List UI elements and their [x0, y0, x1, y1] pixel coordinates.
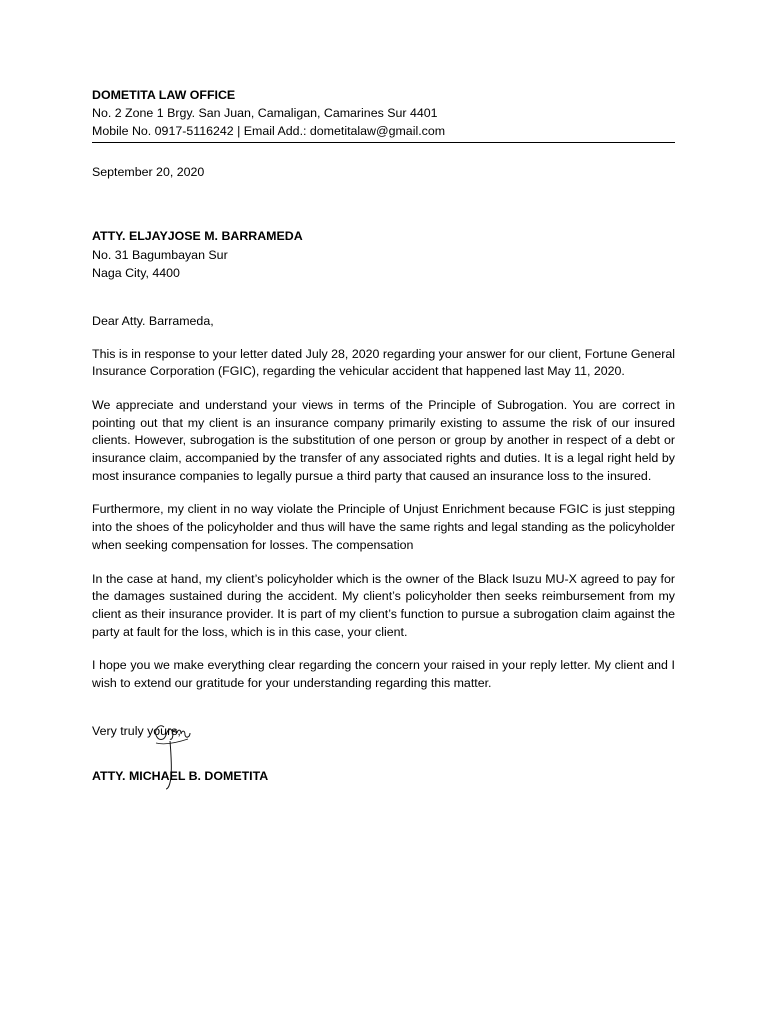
- salutation: Dear Atty. Barrameda,: [92, 313, 214, 328]
- letterhead-divider: [92, 142, 675, 143]
- recipient-address-line1: No. 31 Bagumbayan Sur: [92, 247, 228, 262]
- paragraph-2: We appreciate and understand your views in terms of the Principle of Subrogation. You are correct in pointing out that my client is an insurance company primarily existing to assume the risk of our insured clients. However, subrogation is the substitution of one person or group by another in respect of a debt or insurance claim, accompanied by the transfer of any associated rights and duties. It is a legal right held by most insurance companies to legally pursue a third party that caused an insurance loss to the insured.: [92, 397, 675, 483]
- letter-page: [92, 86, 675, 787]
- letter-date: September 20, 2020: [92, 165, 205, 179]
- firm-address: No. 2 Zone 1 Brgy. San Juan, Camaligan, Camarines Sur 4401: [92, 106, 438, 120]
- closing: Very truly yours,: [92, 723, 181, 738]
- paragraph-1: This is in response to your letter dated July 28, 2020 regarding your answer for our client, Fortune General Insurance Corporation (FGIC), regarding the vehicular accident that happened last May 11, 2020.: [92, 346, 675, 379]
- firm-name: DOMETITA LAW OFFICE: [92, 88, 236, 102]
- recipient-address-line2: Naga City, 4400: [92, 266, 180, 280]
- signature-block: [92, 767, 675, 787]
- firm-contact: Mobile No. 0917-5116242 | Email Add.: dometitalaw@gmail.com: [92, 124, 446, 138]
- paragraph-4: In the case at hand, my client’s policyholder which is the owner of the Black Isuzu MU-X agreed to pay for the damages sustained during the accident. My client’s policyholder then seeks reimbursement from my client as their insurance provider. It is part of my client’s function to pursue a subrogation claim against the party at fault for the loss, which is in this case, your client.: [92, 571, 675, 639]
- paragraph-3: Furthermore, my client in no way violate the Principle of Unjust Enrichment because FGIC is just stepping into the shoes of the policyholder and thus will have the same rights and legal standing as the policyholder when seeking compensation for losses. The compensation: [92, 502, 675, 552]
- letterhead: [92, 86, 675, 140]
- paragraph-5: I hope you we make everything clear regarding the concern your raised in your reply letter. My client and I wish to extend our gratitude for your understanding regarding this matter.: [92, 658, 675, 691]
- signer-name: ATTY. MICHAEL B. DOMETITA: [92, 768, 269, 783]
- recipient-block: [92, 227, 675, 283]
- recipient-name: ATTY. ELJAYJOSE M. BARRAMEDA: [92, 229, 303, 243]
